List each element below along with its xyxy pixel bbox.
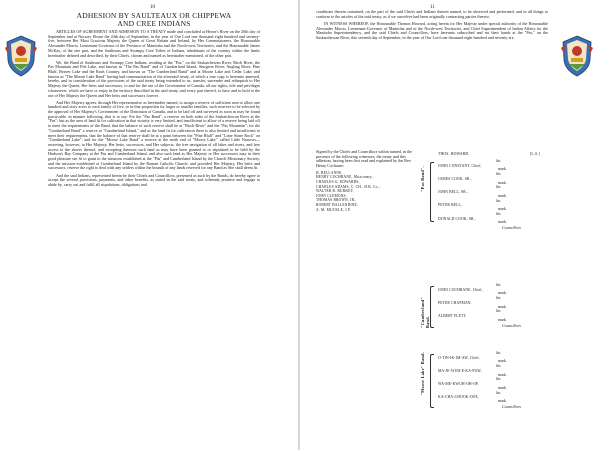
document-title xyxy=(48,12,260,28)
witness-name: H. BELLANNE, xyxy=(316,170,343,175)
right-page xyxy=(300,0,600,450)
seal-mark: [L.S.] xyxy=(530,152,540,156)
commissioner-signature xyxy=(438,152,558,156)
member-name: MA-JE-WUH-E-KA-POW, xyxy=(438,368,482,373)
member-name: ALBERT FLETT, xyxy=(438,314,467,319)
band-members xyxy=(438,160,558,231)
member-name: PETER CHAPMAN, xyxy=(438,300,472,305)
member-entry xyxy=(438,297,558,309)
mark-label: mark. xyxy=(498,317,507,322)
band-pas xyxy=(420,159,560,230)
member-entry xyxy=(438,200,558,212)
mark-his: his xyxy=(496,198,501,203)
mark-his: his xyxy=(496,172,501,177)
band-label: "Pas Band". xyxy=(420,166,425,192)
member-name: JAMES COOK, SR., xyxy=(438,176,472,181)
mark-his: his xyxy=(496,377,501,382)
witness-name: CHARLES ADAMS, C. CH., H.B. Co., xyxy=(316,184,380,189)
member-name: PETER BELL, xyxy=(438,203,462,208)
coat-of-arms-seal-icon xyxy=(560,34,594,78)
mark-his: his xyxy=(496,283,501,287)
band-role: Councillors xyxy=(502,403,521,409)
mark-label: mark. xyxy=(498,206,507,211)
witness-name: THOMAS BROWN, JR., xyxy=(316,198,357,203)
member-entry xyxy=(438,352,558,364)
member-entry xyxy=(438,310,558,322)
mark-his: his xyxy=(496,364,501,369)
band-members xyxy=(438,284,558,328)
band-moose-lake xyxy=(420,352,560,408)
member-name: JOHN CONSTANT, Chief, xyxy=(438,163,482,168)
brace xyxy=(430,162,434,222)
member-name: WA-ME-KWUH-OH-OP, xyxy=(438,382,479,387)
mark-label: mark. xyxy=(498,291,507,296)
band-members xyxy=(438,352,558,409)
mark-label: mark. xyxy=(498,385,507,390)
mark-his: his xyxy=(496,351,501,355)
title-line-2: AND CREE INDIANS xyxy=(117,19,191,28)
signed-intro: Signed by the Chiefs and Councillors within named, in the presence of the following witnesses, the treaty and this adhesion, having been first read and explained by the Rev. Henry Cochrane: xyxy=(316,149,412,169)
mark-label: mark. xyxy=(498,180,507,185)
brace xyxy=(430,354,434,408)
mark-label: mark. xyxy=(498,372,507,377)
commissioner-name: THOS. HOWARD, xyxy=(438,152,470,156)
mark-his: his xyxy=(496,296,501,301)
witness-name: JOHN CLEMONS, xyxy=(316,193,347,198)
member-name: O-TIN-IK-IM-AW, Chief, xyxy=(438,355,480,360)
coat-of-arms-seal-icon xyxy=(4,34,38,78)
mark-his: his xyxy=(496,185,501,190)
mark-label: mark. xyxy=(498,304,507,309)
mark-label: mark. xyxy=(498,398,507,403)
member-entry xyxy=(438,213,558,225)
mark-label: mark. xyxy=(498,220,507,225)
paragraph: We, the Band of Saulteaux and Swampy Cree Indians, residing at the "Pas," on the Saskatchewan River, Birch River, the Pas Mountain and File Lake, and known as "The Pas Band" and of Cumberland Island, Sturgeon River, Angling River, Pine Bluff, Beaver Lake and the Ratts Country, and known as "The Cumberland Band" and at Moose Lake and Cedar Lake, and known as "The Moose Lake Band" having had communication of the aforesaid treaty, of which a true copy is hereunto annexed, hereby, and in consideration of the provisions of the said treaty being extended to us, transfer, surrender and relinquish to Her Majesty the Queen, Her heirs and successors, to and for the use of the Government of Canada, all our rights, title and privileges whatsoever, which we have or enjoy in the territory described in the said treaty, and every part thereof, to have and to hold to the use of Her Majesty the Queen and Her heirs and successors forever. xyxy=(48,59,260,98)
member-entry xyxy=(438,186,558,198)
band-role: Councillors xyxy=(502,224,521,230)
mark-his: his xyxy=(496,390,501,395)
witness-name: WALTER R. BURKEY, xyxy=(316,189,354,194)
paragraph: ARTICLES OF AGREEMENT AND ADHESION TO A TREATY made and concluded at Heron's River on the 20th day of September and at Norway House the 24th day of September, in the year of Our Lord one thousand eight hundred and seventy-five, between Her Most Gracious Majesty the Queen of Great Britain and Ireland, by Her Commissioners, the Honourable Alexander Morris, Lieutenant-Governor of the Province of Manitoba and the North-west Territories, and the Honourable James McKay, of the one part, and the Saulteaux and Swampy Cree Tribes of Indians, inhabitants of the country within the limits hereinafter defined and described, by their Chiefs, chosen and named as hereinafter mentioned, of the other part. xyxy=(48,29,260,58)
paragraph: IN WITNESS WHEREOF, the Honourable Thomas Howard, acting herein for Her Majesty under special authority of the Honourable Alexander Morris, Lieutenant-Governor of Manitoba and of the North-west Territories, and Chief Superintendent of Indian Affairs for the Manitoba Superintendency, and the said Chiefs and Councillors, have hereunto subscribed and set their hands at the "Pas," on the Saskatchewan River, this seventh day of September, in the year of Our Lord one thousand eight hundred and seventy-six. xyxy=(316,20,548,40)
right-page-body xyxy=(316,10,548,43)
title-line-1: ADHESION BY SAULTEAUX OR CHIPPEWA xyxy=(76,11,232,20)
member-entry xyxy=(438,378,558,390)
band-role: Councillors xyxy=(502,322,521,328)
mark-his: his xyxy=(496,211,501,216)
mark-label: mark. xyxy=(498,167,507,172)
witness-name: HENRY COCHRANE, Missionary, xyxy=(316,175,373,180)
member-name: JOHN COCHRANE, Chief, xyxy=(438,287,483,292)
member-name: DONALD COOK, SR., xyxy=(438,216,476,221)
paragraph: And the said Indians, represented herein by their Chiefs and Councillors, presented as such by the Bands, do hereby agree to accept the several provisions, payments, and other benefits, as stated in the said treaty, and solemnly promise and engage to abide by, carry out and fulfil all stipulations, obligations and xyxy=(48,172,260,187)
member-entry xyxy=(438,365,558,377)
band-label: "Cumberland" Band. xyxy=(420,296,430,328)
mark-label: mark. xyxy=(498,193,507,198)
mark-his: his xyxy=(496,159,501,163)
band-cumberland xyxy=(420,284,560,328)
witness-name: ROBERT BALLENDINE, xyxy=(316,202,359,207)
member-name: KA-CHA-CHOOK-OOE, xyxy=(438,395,479,400)
mark-his: his xyxy=(496,309,501,314)
page-number: 10 xyxy=(150,5,155,10)
paragraph: And Her Majesty agrees, through Her representative as hereinafter named, to assign a reserve of sufficient area to allow one hundred and sixty acres to each family of five, or in that proportion for larger or smaller families, such reserves to be selected by the approval of Her Majesty's Government of the Dominion of Canada, and to be laid off and surveyed as soon as may be found practicable, in manner following, that is to say: For the "Pas Band", a reserve on both sides of the Saskatchewan River at the "Pas"; but as the area of land fit for cultivation in that vicinity is very limited, and insufficient to allow of a reserve being laid off to meet the requirements of the Band, that the balance of such reserve shall be at "Birch River" and the "Pas Mountain"; for the "Cumberland Band" a reserve at "Cumberland Island," and as the land fit for cultivation there is also limited and insufficient to meet their requirements, that the balance of that reserve shall be at a point between the "Pine Bluff" and "Lime Stone Rock" on "Cumberland Lake"; and for the "Moose Lake Band" a reserve at the north end of "Moose Lake," called Little Narrows—reserving, however, to Her Majesty, Her heirs, successors, and Her subjects, the free navigation of all lakes and rivers, and free access to the shores thereof, and excepting thereout such land as may have been granted to or stipulated to be held by the Hudson's Bay Company at the Pas and Cumberland Island, and also such land as Her Majesty or Her successors may in their good pleasure see fit to grant to the missions established at the "Pas" and Cumberland Island by the Church Missionary Society, and the mission established at Cumberland Island by the Roman Catholic Church; and provided Her Majesty, Her heirs and successors, reserve the right to deal with any settlers within the bounds of any lands reserved for any Band as She shall deem fit. xyxy=(48,99,260,171)
member-entry xyxy=(438,392,558,404)
witness-block xyxy=(316,150,416,212)
witness-name: A. M. MUCKLE, J.P. xyxy=(316,207,351,212)
member-entry xyxy=(438,284,558,296)
band-label: "Moose Lake" Band. xyxy=(420,352,425,396)
witness-name: CHARLES G. EDWARDS, xyxy=(316,180,360,184)
brace xyxy=(430,286,434,328)
member-name: JOHN BELL, SR., xyxy=(438,190,469,195)
member-entry xyxy=(438,160,558,172)
mark-label: mark. xyxy=(498,359,507,364)
paragraph: conditions therein contained, on the part of the said Chiefs and Indians therein named, to be observed and performed, and in all things to conform to the articles of the said treaty, as if we ourselves had been originally contracting parties thereto. xyxy=(316,9,548,19)
page-number: 11 xyxy=(430,5,435,10)
member-entry xyxy=(438,173,558,185)
left-page-body xyxy=(48,30,260,190)
